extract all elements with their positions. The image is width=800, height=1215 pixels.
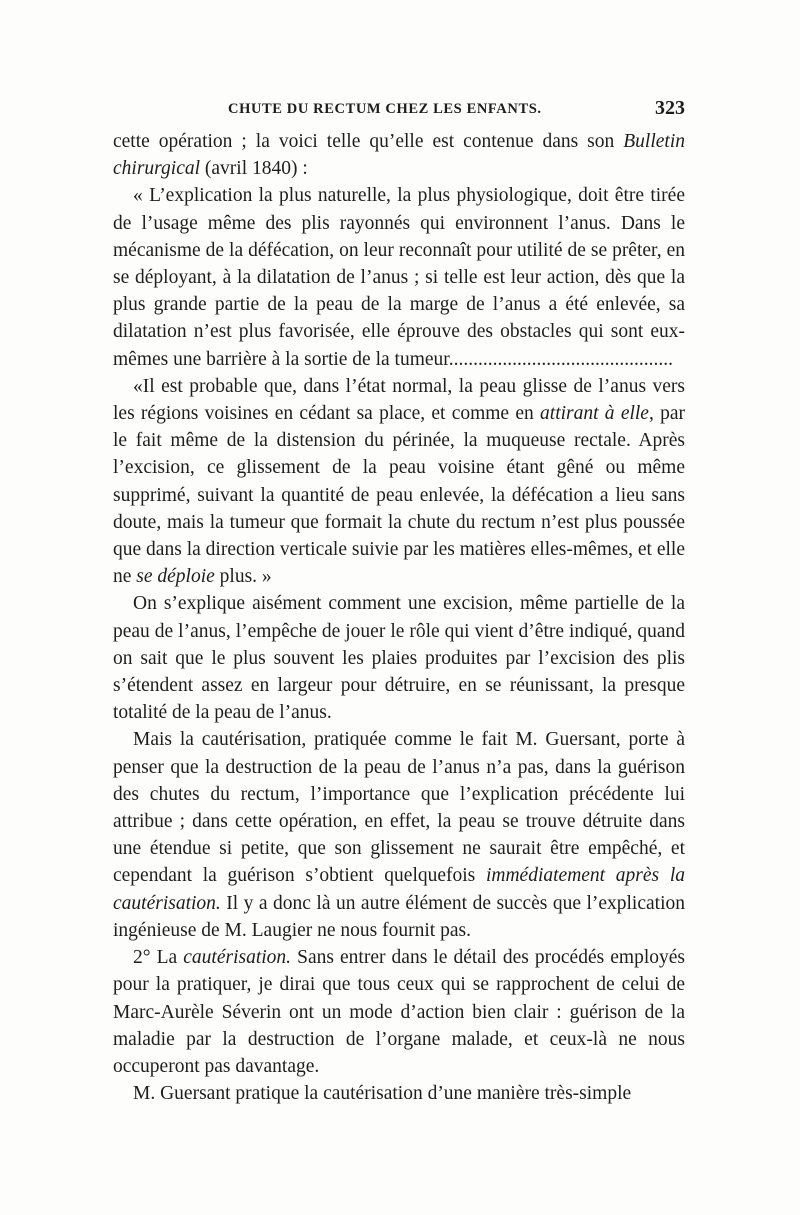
cauterisation-part-1: Mais la cautérisation, pratiquée comme le fait M. Guersant, porte à penser que la destruction de la peau de l’anus n’a pas, dans la guérison des chutes du rectum, l’importance que l’explication précédente lui attribue ; dans cette opération, en effet, la peau se trouve détruite dans une étendue si petite, que son glissement ne saurait être empêché, et cependant la guérison s’obtient quelquefois: [113, 729, 685, 887]
page-body: [113, 128, 685, 1107]
running-title: CHUTE DU RECTUM CHEZ LES ENFANTS.: [228, 101, 542, 117]
paragraph-quote-1: [113, 182, 685, 372]
paragraph-excision: [113, 590, 685, 726]
page-header: [113, 97, 685, 125]
paragraph-intro: [113, 128, 685, 182]
paragraph-excision-text: On s’explique aisément comment une excision, même partielle de la peau de l’anus, l’empêche de jouer le rôle qui vient d’être indiqué, quand on sait que le plus souvent les plaies produites par l’excision des plis s’étendent assez en largeur pour détruire, en se réunissant, la presque totalité de la peau de l’anus.: [113, 593, 685, 724]
bulletin-title: Bulletin chirurgical: [113, 131, 685, 180]
paragraph-intro-text: cette opération ; la voici telle qu’elle est contenue dans son: [113, 131, 624, 152]
quote-2-italic-2: se déploie: [136, 566, 215, 588]
paragraph-cauterisation: [113, 726, 685, 944]
paragraph-guersant-text: M. Guersant pratique la cautérisation d’une manière très-simple: [133, 1083, 632, 1105]
paragraph-intro-date: (avril 1840) :: [200, 158, 308, 180]
section-2-number: 2° La: [133, 947, 184, 969]
quote-2-part-1: «Il est probable que, dans l’état normal, la peau glisse de l’anus vers les régions voisines en cédant sa place, et comme en: [113, 375, 685, 425]
quote-2-italic-1: attirant à elle: [540, 403, 649, 425]
section-2-text: Sans entrer dans le détail des procédés employés pour la pratiquer, je dirai que tous ceux qui se rapprochent de celui de Marc-Aurèle Séverin ont un mode d’action bien clair : guérison de la maladie par la destruction de l’organe malade, et ceux-là ne nous occuperont pas davantage.: [113, 947, 685, 1077]
paragraph-quote-1-text: « L’explication la plus naturelle, la plus physiologique, doit être tirée de l’usage même des plis rayonnés qui environnent l’anus. Dans le mécanisme de la défécation, on leur reconnaît pour utilité de se prêter, en se déployant, à la dilatation de l’anus ; si telle est leur action, dès que la plus grande partie de la peau de la marge de l’anus a été enlevée, sa dilatation n’est plus favorisée, elle éprouve des obstacles qui sont eux-mêmes une barrière à la sortie de la tumeur..............................................: [113, 185, 685, 370]
quote-2-part-3: plus. »: [214, 566, 272, 588]
paragraph-quote-2: [113, 373, 685, 591]
quote-2-part-2: , par le fait même de la distension du périnée, la muqueuse rectale. Après l’excision, ce glissement de la peau voisine étant gêné ou même supprimé, suivant la quantité de peau enlevée, la défécation a lieu sans doute, mais la tumeur que formait la chute du rectum n’est plus poussée que dans la direction verticale suivie par les matières elles-mêmes, et elle ne: [113, 403, 686, 588]
page-number: 323: [655, 97, 685, 119]
section-2-heading: cautérisation.: [183, 947, 292, 969]
cauterisation-italic: immédiatement après la cautérisation.: [113, 865, 685, 914]
paragraph-section-2: [113, 944, 685, 1080]
paragraph-guersant: [113, 1080, 685, 1107]
cauterisation-part-2: Il y a donc là un autre élément de succès que l’explication ingénieuse de M. Laugier ne nous fournit pas.: [113, 892, 685, 941]
